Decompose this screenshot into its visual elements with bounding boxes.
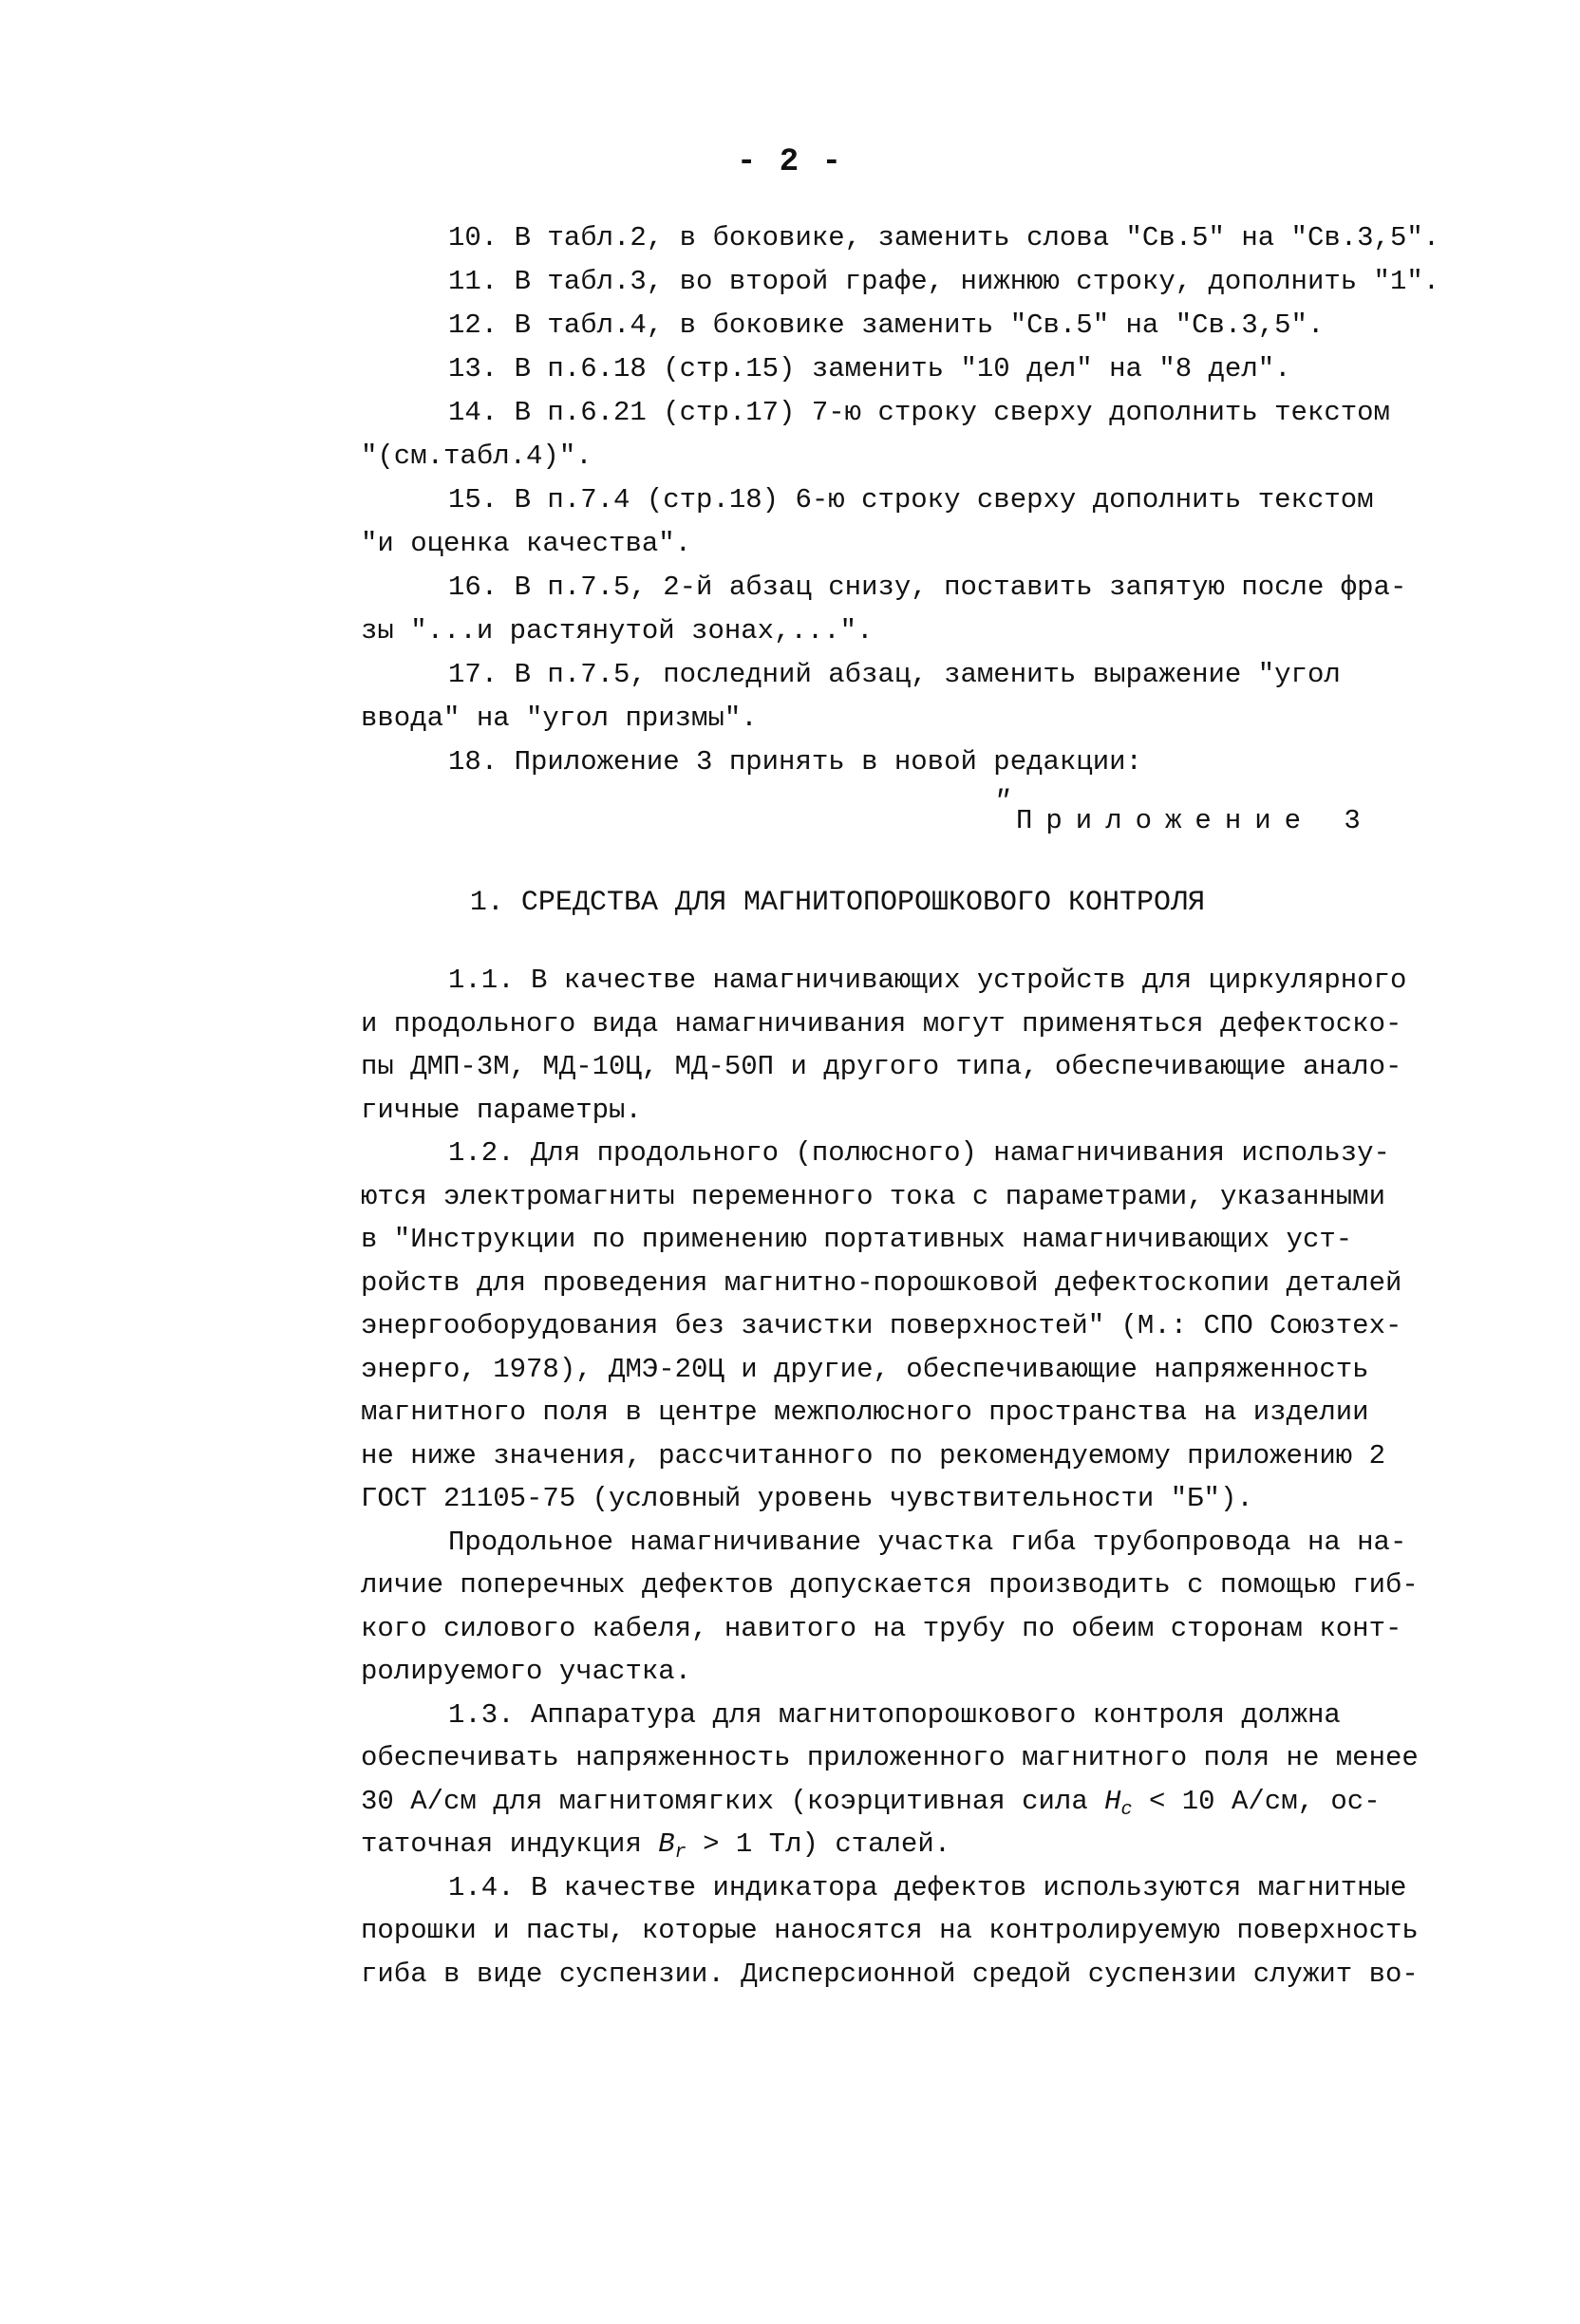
formula-text-after: < 10 А/см, ос- [1132, 1785, 1381, 1817]
appendix-body [361, 959, 1424, 1996]
section-heading [0, 887, 1580, 919]
induction-symbol: B [658, 1828, 675, 1860]
amendment-12: 12. В табл.4, в боковике заменить "Св.5" на "Св.3,5". [448, 309, 1325, 341]
amendment-18: 18. Приложение 3 принять в новой редакции: [448, 746, 1142, 778]
paragraph-line: не ниже значения, рассчитанного по рекомендуемому приложению 2 [361, 1439, 1385, 1471]
paragraph-line: личие поперечных дефектов допускается производить с помощью гиб- [361, 1569, 1419, 1601]
appendix-label: Приложение 3 [1016, 805, 1374, 836]
appendix-quote-mark: " [993, 786, 1011, 818]
amendment-13: 13. В п.6.18 (стр.15) заменить "10 дел" на "8 дел". [448, 353, 1291, 384]
coercive-force-symbol: H [1104, 1785, 1121, 1817]
paragraph-line: энерго, 1978), ДМЭ-20Ц и другие, обеспечивающие напряженность [361, 1353, 1369, 1385]
paragraph-line-formula-br [361, 1823, 1424, 1866]
paragraph-line: Продольное намагничивание участка гиба трубопровода на на- [448, 1526, 1407, 1558]
paragraph-line: в "Инструкции по применению портативных намагничивающих уст- [361, 1224, 1353, 1255]
paragraph-line: гичные параметры. [361, 1094, 642, 1126]
paragraph-line: ГОСТ 21105-75 (условный уровень чувствительности "Б"). [361, 1483, 1253, 1514]
amendment-17-cont: ввода" на "угол призмы". [361, 703, 758, 734]
paragraph-line: ройств для проведения магнитно-порошковой дефектоскопии деталей [361, 1266, 1402, 1299]
amendment-15-cont: "и оценка качества". [361, 528, 692, 559]
paragraph-line: кого силового кабеля, навитого на трубу по обеим сторонам конт- [361, 1612, 1402, 1644]
amendments-list [361, 216, 1440, 784]
paragraph-line: 1.1. В качестве намагничивающих устройств для циркулярного [448, 965, 1407, 996]
formula-text-after: > 1 Тл) сталей. [686, 1828, 951, 1860]
formula-text-before: 30 А/см для магнитомягких (коэрцитивная сила [361, 1785, 1105, 1817]
paragraph-line: ролируемого участка. [361, 1656, 692, 1687]
paragraph-line: и продольного вида намагничивания могут применяться дефектоско- [361, 1007, 1402, 1040]
amendment-10: 10. В табл.2, в боковике, заменить слова "Св.5" на "Св.3,5". [448, 222, 1440, 253]
page-number: - 2 - [736, 144, 844, 180]
paragraph-line: обеспечивать напряженность приложенного магнитного поля не менее [361, 1742, 1419, 1773]
paragraph-line: гиба в виде суспензии. Дисперсионной средой суспензии служит во- [361, 1958, 1419, 1990]
amendment-17: 17. В п.7.5, последний абзац, заменить выражение "угол [448, 659, 1341, 690]
section-heading-text: 1. СРЕДСТВА ДЛЯ МАГНИТОПОРОШКОВОГО КОНТРОЛЯ [469, 887, 1206, 919]
paragraph-line: 1.4. В качестве индикатора дефектов используются магнитные [448, 1871, 1407, 1903]
amendment-14: 14. В п.6.21 (стр.17) 7-ю строку сверху дополнить текстом [448, 397, 1390, 428]
paragraph-line: 1.3. Аппаратура для магнитопорошкового контроля должна [448, 1698, 1341, 1731]
paragraph-line: 1.2. Для продольного (полюсного) намагничивания использу- [448, 1137, 1390, 1169]
amendment-14-cont: "(см.табл.4)". [361, 440, 592, 472]
paragraph-line: магнитного поля в центре межполюсного пространства на изделии [361, 1396, 1369, 1428]
amendment-16: 16. В п.7.5, 2-й абзац снизу, поставить запятую после фра- [448, 572, 1407, 603]
paragraph-line: ются электромагниты переменного тока с параметрами, указанными [361, 1180, 1385, 1212]
amendment-11: 11. В табл.3, во второй графе, нижнюю строку, дополнить "1". [448, 266, 1440, 297]
amendment-16-cont: зы "...и растянутой зонах,...". [361, 615, 874, 647]
amendment-15: 15. В п.7.4 (стр.18) 6-ю строку сверху дополнить текстом [448, 484, 1374, 515]
formula-text-before: таточная индукция [361, 1828, 659, 1860]
induction-subscript: r [674, 1842, 687, 1864]
paragraph-line-formula-hc [361, 1780, 1424, 1824]
paragraph-line: энергооборудования без зачистки поверхностей" (М.: СПО Союзтех- [361, 1310, 1402, 1341]
paragraph-line: порошки и пасты, которые наносятся на контролируемую поверхность [361, 1915, 1419, 1946]
coercive-force-subscript: c [1120, 1798, 1133, 1821]
paragraph-line: пы ДМП-3М, МД-10Ц, МД-50П и другого типа, обеспечивающие анало- [361, 1051, 1402, 1082]
